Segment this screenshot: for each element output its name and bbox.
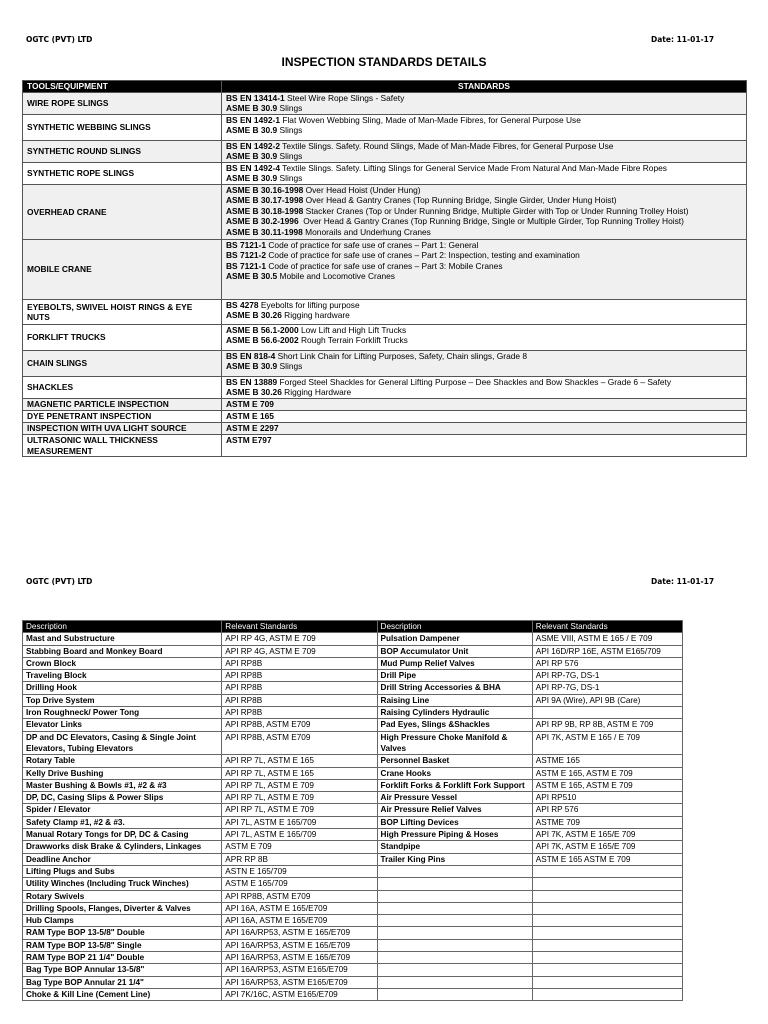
table-row xyxy=(23,804,683,816)
relevant-standard xyxy=(532,952,682,964)
relevant-standard: API 7K/16C, ASTM E165/E709 xyxy=(222,988,377,1000)
equipment-description: Mast and Substructure xyxy=(23,633,222,645)
standard-title: Over Head & Gantry Cranes (Top Running Bridge, Single Girder, Under Hung Hoist) xyxy=(303,195,617,206)
standard-title: Over Head & Gantry Cranes (Top Running Bridge, Single or Multiple Girder, Top Running Trolley Hoist) xyxy=(298,216,684,227)
standard-line xyxy=(226,300,742,310)
table-row xyxy=(23,952,683,964)
table-row xyxy=(23,351,747,377)
table-row xyxy=(23,927,683,939)
equipment-description: Master Bushing & Bowls #1, #2 & #3 xyxy=(23,779,222,791)
relevant-standard xyxy=(532,865,682,877)
relevant-standard: APR RP 8B xyxy=(222,853,377,865)
relevant-standard: API RP-7G, DS-1 xyxy=(532,682,682,694)
table-row xyxy=(23,682,683,694)
equipment-description: Manual Rotary Tongs for DP, DC & Casing xyxy=(23,829,222,841)
standard-code: BS EN 1492-1 xyxy=(226,115,280,125)
standard-code: BS 4278 xyxy=(226,300,259,310)
equipment-description: Kelly Drive Bushing xyxy=(23,767,222,779)
standard-code: ASME B 30.9 xyxy=(226,103,278,114)
standard-code: ASME B 30.2-1996 xyxy=(226,216,299,227)
standard-line xyxy=(226,351,742,361)
table-row xyxy=(23,976,683,988)
table-row xyxy=(23,115,747,141)
table-row xyxy=(23,670,683,682)
relevant-standard: ASTME 709 xyxy=(532,816,682,828)
equipment-description xyxy=(377,927,532,939)
relevant-standard: API RP8B xyxy=(222,670,377,682)
standard-title: Low Lift and High Lift Trucks xyxy=(298,325,407,335)
relevant-standard: API RP-7G, DS-1 xyxy=(532,670,682,682)
equipment-description xyxy=(377,939,532,951)
standard-line xyxy=(226,261,742,271)
standards-cell xyxy=(222,93,747,115)
table-header-row xyxy=(23,621,683,633)
column-header-relevant-standards: Relevant Standards xyxy=(222,621,377,633)
relevant-standard: API RP 9B, RP 8B, ASTM E 709 xyxy=(532,719,682,731)
equipment-description: Pad Eyes, Slings &Shackles xyxy=(377,719,532,731)
relevant-standard: API RP8B xyxy=(222,694,377,706)
relevant-standard: ASTM E 165 ASTM E 709 xyxy=(532,853,682,865)
standards-cell xyxy=(222,351,747,377)
equipment-description: Drawworks disk Brake & Cylinders, Linkages xyxy=(23,841,222,853)
tool-name: SYNTHETIC ROPE SLINGS xyxy=(23,163,222,185)
table-row xyxy=(23,645,683,657)
standard-line xyxy=(226,93,742,103)
standards-cell xyxy=(222,377,747,399)
standard-title: Forged Steel Shackles for General Lifting Purpose – Dee Shackles and Bow Shackles – Grade 6 – Safety xyxy=(277,377,672,387)
relevant-standard: API RP 7L, ASTM E 709 xyxy=(222,804,377,816)
standards-cell xyxy=(222,185,747,240)
standard-line xyxy=(226,125,742,135)
relevant-standard xyxy=(532,878,682,890)
equipment-description: Crane Hooks xyxy=(377,767,532,779)
relevant-standard: API RP 7L, ASTM E 165 xyxy=(222,767,377,779)
standard-title: Textile Slings. Safety. Lifting Slings for General Service Made From Natural And Man-Made Fibre Ropes xyxy=(280,163,667,173)
table-row xyxy=(23,657,683,669)
equipment-description: Utility Winches (Including Truck Winches) xyxy=(23,878,222,890)
standard-line xyxy=(226,163,742,173)
tool-name: WIRE ROPE SLINGS xyxy=(23,93,222,115)
equipment-description: Iron Roughneck/ Power Tong xyxy=(23,707,222,719)
table-row xyxy=(23,853,683,865)
standard-code: ASME B 30.18-1998 xyxy=(226,205,304,216)
standard-code: BS 7121-1 xyxy=(226,260,267,271)
tool-name: INSPECTION WITH UVA LIGHT SOURCE xyxy=(23,423,222,435)
table-row xyxy=(23,240,747,300)
table-row xyxy=(23,300,747,325)
standard-code: ASME B 56.6-2002 xyxy=(226,335,299,346)
standard-code: ASTM E797 xyxy=(226,435,272,445)
relevant-standard xyxy=(532,976,682,988)
standard-title: Slings xyxy=(277,361,303,372)
equipment-description xyxy=(377,988,532,1000)
table-row xyxy=(23,816,683,828)
equipment-description: Traveling Block xyxy=(23,670,222,682)
relevant-standard: API 16A/RP53, ASTM E 165/E709 xyxy=(222,927,377,939)
table-row xyxy=(23,964,683,976)
standard-line xyxy=(226,103,742,113)
table-row xyxy=(23,325,747,351)
relevant-standard xyxy=(532,927,682,939)
standard-code: BS EN 1492-2 xyxy=(226,141,280,151)
standard-line xyxy=(226,271,742,281)
standard-code: ASME B 30.9 xyxy=(226,151,278,162)
standard-code: ASME B 30.9 xyxy=(226,125,278,136)
relevant-standard: API RP8B, ASTM E709 xyxy=(222,890,377,902)
standards-cell xyxy=(222,300,747,325)
relevant-standard: ASTN E 165/709 xyxy=(222,865,377,877)
tool-name: FORKLIFT TRUCKS xyxy=(23,325,222,351)
standards-cell xyxy=(222,435,747,457)
standard-line xyxy=(226,206,742,216)
table-row xyxy=(23,719,683,731)
standards-cell xyxy=(222,115,747,141)
equipment-description xyxy=(377,902,532,914)
relevant-standard: API RP 7L, ASTM E 709 xyxy=(222,792,377,804)
standard-line xyxy=(226,411,742,421)
table-row xyxy=(23,767,683,779)
standard-title: Flat Woven Webbing Sling, Made of Man-Made Fibres, for General Purpose Use xyxy=(280,115,581,125)
equipment-description: BOP Accumulator Unit xyxy=(377,645,532,657)
column-header-tools: TOOLS/EQUIPMENT xyxy=(23,81,222,93)
equipment-description: Air Pressure Relief Valves xyxy=(377,804,532,816)
relevant-standard: API 7K, ASTM E 165/E 709 xyxy=(532,841,682,853)
equipment-description: DP and DC Elevators, Casing & Single Joint Elevators, Tubing Elevators xyxy=(23,731,222,755)
table-header-row xyxy=(23,81,747,93)
standard-code: ASME B 30.9 xyxy=(226,361,278,372)
inspection-standards-table xyxy=(22,80,747,457)
relevant-standard: API 16A/RP53, ASTM E 165/E709 xyxy=(222,952,377,964)
standard-title: Slings xyxy=(277,125,303,136)
document-date: Date: 11-01-17 xyxy=(651,35,715,44)
tool-name: SYNTHETIC WEBBING SLINGS xyxy=(23,115,222,141)
standard-line xyxy=(226,387,742,397)
equipment-description xyxy=(377,890,532,902)
company-name-page2: OGTC (PVT) LTD xyxy=(26,577,93,586)
equipment-description: Trailer King Pins xyxy=(377,853,532,865)
equipment-description: Elevator Links xyxy=(23,719,222,731)
standard-title: Eyebolts for lifting purpose xyxy=(258,300,360,310)
document-date-page2: Date: 11-01-17 xyxy=(651,577,715,586)
equipment-description: Deadline Anchor xyxy=(23,853,222,865)
tool-name: SYNTHETIC ROUND SLINGS xyxy=(23,141,222,163)
equipment-description: Forklift Forks & Forklift Fork Support xyxy=(377,779,532,791)
equipment-description: Pulsation Dampener xyxy=(377,633,532,645)
table-row xyxy=(23,878,683,890)
equipment-description: Raising Line xyxy=(377,694,532,706)
column-header-description: Description xyxy=(23,621,222,633)
standards-cell xyxy=(222,325,747,351)
relevant-standard: API RP 4G, ASTM E 709 xyxy=(222,645,377,657)
table-row xyxy=(23,707,683,719)
equipment-description: Mud Pump Relief Valves xyxy=(377,657,532,669)
standard-title: Rigging hardware xyxy=(281,310,350,321)
column-header-description-2: Description xyxy=(377,621,532,633)
table-row xyxy=(23,93,747,115)
equipment-description: Drill String Accessories & BHA xyxy=(377,682,532,694)
relevant-standards-table xyxy=(22,620,683,1001)
relevant-standard: API 7L, ASTM E 165/709 xyxy=(222,816,377,828)
table-row xyxy=(23,988,683,1000)
relevant-standard: ASTM E 709 xyxy=(222,841,377,853)
equipment-description: Safety Clamp #1, #2 & #3. xyxy=(23,816,222,828)
relevant-standard: API 7L, ASTM E 165/709 xyxy=(222,829,377,841)
equipment-description: Stabbing Board and Monkey Board xyxy=(23,645,222,657)
relevant-standard xyxy=(532,988,682,1000)
tool-name: ULTRASONIC WALL THICKNESS MEASUREMENT xyxy=(23,435,222,457)
standard-title: Textile Slings. Safety. Round Slings, Made of Man-Made Fibres, for General Purpose Use xyxy=(280,141,614,151)
equipment-description xyxy=(377,915,532,927)
standard-code: BS EN 13414-1 xyxy=(226,93,285,103)
equipment-description: Rotary Swivels xyxy=(23,890,222,902)
standard-code: ASTM E 2297 xyxy=(226,423,279,433)
relevant-standard: API 16A/RP53, ASTM E165/E709 xyxy=(222,964,377,976)
table-row xyxy=(23,399,747,411)
equipment-description: RAM Type BOP 21 1/4" Double xyxy=(23,952,222,964)
standard-title: Code of practice for safe use of cranes – Part 3: Mobile Cranes xyxy=(266,260,503,271)
equipment-description: Hub Clamps xyxy=(23,915,222,927)
relevant-standard: ASTM E 165, ASTM E 709 xyxy=(532,779,682,791)
standard-code: ASME B 30.16-1998 xyxy=(226,185,304,195)
relevant-standard: ASTME 165 xyxy=(532,755,682,767)
relevant-standard: API 16A, ASTM E 165/E709 xyxy=(222,915,377,927)
equipment-description: Air Pressure Vessel xyxy=(377,792,532,804)
standard-code: ASME B 30.9 xyxy=(226,173,278,184)
standard-code: BS EN 818-4 xyxy=(226,351,276,361)
relevant-standard: API RP8B, ASTM E709 xyxy=(222,731,377,755)
relevant-standard: ASTM E 165, ASTM E 709 xyxy=(532,767,682,779)
standard-title: Steel Wire Rope Slings - Safety xyxy=(284,93,405,103)
table-row xyxy=(23,694,683,706)
tool-name: CHAIN SLINGS xyxy=(23,351,222,377)
tool-name: MAGNETIC PARTICLE INSPECTION xyxy=(23,399,222,411)
equipment-description xyxy=(377,952,532,964)
equipment-description: RAM Type BOP 13-5/8" Double xyxy=(23,927,222,939)
tool-name: DYE PENETRANT INSPECTION xyxy=(23,411,222,423)
standard-code: ASME B 30.17-1998 xyxy=(226,195,304,206)
standard-code: ASTM E 165 xyxy=(226,411,274,421)
standard-code: ASME B 30.5 xyxy=(226,271,278,282)
relevant-standard xyxy=(532,939,682,951)
standard-line xyxy=(226,325,742,335)
standard-line xyxy=(226,151,742,161)
table-row xyxy=(23,633,683,645)
standard-line xyxy=(226,435,742,445)
equipment-description: Drilling Spools, Flanges, Diverter & Valves xyxy=(23,902,222,914)
relevant-standard: API RP510 xyxy=(532,792,682,804)
standard-line xyxy=(226,240,742,250)
standard-title: Mobile and Locomotive Cranes xyxy=(277,271,395,282)
table-row xyxy=(23,829,683,841)
equipment-description: Drill Pipe xyxy=(377,670,532,682)
standard-title: Rigging Hardware xyxy=(281,387,352,398)
standard-code: ASME B 56.1-2000 xyxy=(226,325,299,335)
equipment-description: Bag Type BOP Annular 13-5/8" xyxy=(23,964,222,976)
equipment-description: RAM Type BOP 13-5/8" Single xyxy=(23,939,222,951)
equipment-description: Bag Type BOP Annular 21 1/4" xyxy=(23,976,222,988)
table-row xyxy=(23,779,683,791)
relevant-standard: API 7K, ASTM E 165 / E 709 xyxy=(532,731,682,755)
standard-line xyxy=(226,377,742,387)
relevant-standard xyxy=(532,902,682,914)
standard-code: BS 7121-2 xyxy=(226,250,267,261)
equipment-description: Raising Cylinders Hydraulic xyxy=(377,707,532,719)
standard-code: BS 7121-1 xyxy=(226,240,267,250)
table-row xyxy=(23,163,747,185)
table-row xyxy=(23,841,683,853)
standard-code: ASME B 30.11-1998 xyxy=(226,226,303,237)
equipment-description: Top Drive System xyxy=(23,694,222,706)
standard-title: Slings xyxy=(277,151,303,162)
relevant-standard: API 16A/RP53, ASTM E165/E709 xyxy=(222,976,377,988)
relevant-standard: API RP 7L, ASTM E 709 xyxy=(222,779,377,791)
equipment-description: High Pressure Choke Manifold & Valves xyxy=(377,731,532,755)
standard-title: Over Head Hoist (Under Hung) xyxy=(303,185,421,195)
relevant-standard xyxy=(532,707,682,719)
standard-title: Short Link Chain for Lifting Purposes, Safety, Chain slings, Grade 8 xyxy=(275,351,528,361)
relevant-standard xyxy=(532,915,682,927)
standards-cell xyxy=(222,399,747,411)
standard-line xyxy=(226,216,742,226)
table-row xyxy=(23,939,683,951)
standard-code: ASME B 30.26 xyxy=(226,387,282,398)
standard-title: Slings xyxy=(277,173,303,184)
relevant-standard: API RP8B, ASTM E709 xyxy=(222,719,377,731)
standard-line xyxy=(226,141,742,151)
equipment-description: Crown Block xyxy=(23,657,222,669)
table-row xyxy=(23,792,683,804)
relevant-standard: API RP 4G, ASTM E 709 xyxy=(222,633,377,645)
relevant-standard: API RP 576 xyxy=(532,804,682,816)
tool-name: MOBILE CRANE xyxy=(23,240,222,300)
standard-line xyxy=(226,250,742,260)
equipment-description: Lifting Plugs and Subs xyxy=(23,865,222,877)
relevant-standard xyxy=(532,890,682,902)
standard-title: Rough Terrain Forklift Trucks xyxy=(298,335,408,346)
relevant-standard: API 16A/RP53, ASTM E 165/E709 xyxy=(222,939,377,951)
tool-name: EYEBOLTS, SWIVEL HOIST RINGS & EYE NUTS xyxy=(23,300,222,325)
equipment-description: Standpipe xyxy=(377,841,532,853)
standard-title: Slings xyxy=(277,103,303,114)
standard-title: Code of practice for safe use of cranes – Part 1: General xyxy=(266,240,479,250)
standard-line xyxy=(226,361,742,371)
equipment-description: BOP Lifting Devices xyxy=(377,816,532,828)
standard-line xyxy=(226,195,742,205)
relevant-standard: API 9A (Wire), API 9B (Care) xyxy=(532,694,682,706)
relevant-standard: ASME VIII, ASTM E 165 / E 709 xyxy=(532,633,682,645)
standard-line xyxy=(226,115,742,125)
table-row xyxy=(23,731,683,755)
relevant-standard: ASTM E 165/709 xyxy=(222,878,377,890)
column-header-relevant-standards-2: Relevant Standards xyxy=(532,621,682,633)
table-row xyxy=(23,411,747,423)
table-row xyxy=(23,423,747,435)
relevant-standard xyxy=(532,964,682,976)
relevant-standard: API RP 7L, ASTM E 165 xyxy=(222,755,377,767)
standard-code: ASME B 30.26 xyxy=(226,310,282,321)
table-row xyxy=(23,890,683,902)
equipment-description xyxy=(377,865,532,877)
column-header-standards: STANDARDS xyxy=(222,81,747,93)
relevant-standard: API RP8B xyxy=(222,682,377,694)
standard-line xyxy=(226,173,742,183)
relevant-standard: API 16A, ASTM E 165/E709 xyxy=(222,902,377,914)
equipment-description xyxy=(377,878,532,890)
standard-line xyxy=(226,423,742,433)
equipment-description: Personnel Basket xyxy=(377,755,532,767)
relevant-standard: API 7K, ASTM E 165/E 709 xyxy=(532,829,682,841)
standard-line xyxy=(226,310,742,320)
table-row xyxy=(23,141,747,163)
standard-line xyxy=(226,335,742,345)
standard-title: Code of practice for safe use of cranes – Part 2: Inspection, testing and examination xyxy=(266,250,580,261)
table-row xyxy=(23,377,747,399)
page-title: INSPECTION STANDARDS DETAILS xyxy=(281,55,487,69)
table-row xyxy=(23,185,747,240)
equipment-description: Rotary Table xyxy=(23,755,222,767)
standard-title: Monorails and Underhung Cranes xyxy=(302,226,431,237)
equipment-description: High Pressure Piping & Hoses xyxy=(377,829,532,841)
tool-name: OVERHEAD CRANE xyxy=(23,185,222,240)
table-row xyxy=(23,865,683,877)
relevant-standard: API RP8B xyxy=(222,707,377,719)
relevant-standard: API RP8B xyxy=(222,657,377,669)
standards-cell xyxy=(222,423,747,435)
equipment-description xyxy=(377,964,532,976)
company-name: OGTC (PVT) LTD xyxy=(26,35,93,44)
standard-code: BS EN 13889 xyxy=(226,377,278,387)
equipment-description: Spider / Elevator xyxy=(23,804,222,816)
relevant-standard: API RP 576 xyxy=(532,657,682,669)
table-row xyxy=(23,435,747,457)
standards-cell xyxy=(222,411,747,423)
tool-name: SHACKLES xyxy=(23,377,222,399)
standard-line xyxy=(226,399,742,409)
table-row xyxy=(23,902,683,914)
standards-cell xyxy=(222,240,747,300)
equipment-description: Choke & Kill Line (Cement Line) xyxy=(23,988,222,1000)
table-row xyxy=(23,915,683,927)
standard-line xyxy=(226,185,742,195)
standard-code: ASTM E 709 xyxy=(226,399,274,409)
standard-code: BS EN 1492-4 xyxy=(226,163,280,173)
standards-cell xyxy=(222,141,747,163)
table-row xyxy=(23,755,683,767)
equipment-description: Drilling Hook xyxy=(23,682,222,694)
equipment-description xyxy=(377,976,532,988)
standard-title: Stacker Cranes (Top or Under Running Bridge, Multiple Girder with Top or Under Running Trolley Hoist) xyxy=(303,205,689,216)
standard-line xyxy=(226,227,742,237)
relevant-standard: API 16D/RP 16E, ASTM E165/709 xyxy=(532,645,682,657)
standards-cell xyxy=(222,163,747,185)
equipment-description: DP, DC, Casing Slips & Power Slips xyxy=(23,792,222,804)
